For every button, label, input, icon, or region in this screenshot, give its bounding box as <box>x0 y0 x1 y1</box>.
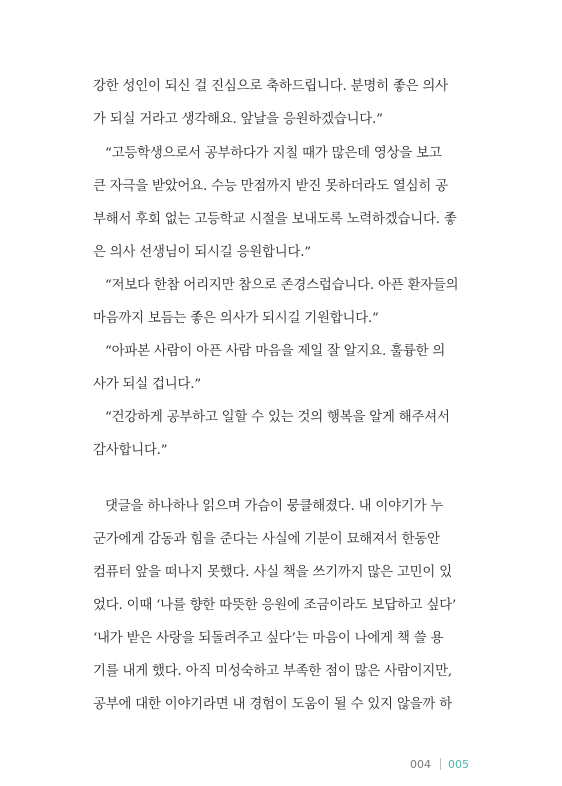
left-page-number: 004 <box>410 758 431 771</box>
page-number-footer <box>400 758 500 774</box>
quote-line: “건강하게 공부하고 일할 수 있는 것의 행복을 알게 해주셔서 <box>105 410 450 425</box>
right-page-number: 005 <box>448 758 469 771</box>
text-line: 마음까지 보듬는 좋은 의사가 되시길 기원합니다.” <box>93 311 379 326</box>
text-line: 큰 자극을 받았어요. 수능 만점까지 받진 못하더라도 열심히 공 <box>93 179 448 194</box>
text-line: 부해서 후회 없는 고등학교 시절을 보내도록 노력하겠습니다. 좋 <box>93 212 457 227</box>
text-line: ‘내가 받은 사랑을 되돌려주고 싶다’는 마음이 나에게 책 쓸 용 <box>93 631 444 646</box>
text-line: 었다. 이때 ‘나를 향한 따뜻한 응원에 조금이라도 보답하고 싶다’ <box>93 598 457 613</box>
paragraph-line: 댓글을 하나하나 읽으며 가슴이 뭉클해졌다. 내 이야기가 누 <box>105 499 444 514</box>
text-line: 기를 내게 했다. 아직 미성숙하고 부족한 점이 많은 사람이지만, <box>93 664 452 679</box>
text-line: 은 의사 선생님이 되시길 응원합니다.” <box>93 245 311 260</box>
text-line: 컴퓨터 앞을 떠나지 못했다. 사실 책을 쓰기까지 많은 고민이 있 <box>93 565 452 580</box>
quote-line: “아파본 사람이 아픈 사람 마음을 제일 잘 알지요. 훌륭한 의 <box>105 344 446 359</box>
text-line: 강한 성인이 되신 걸 진심으로 축하드립니다. 분명히 좋은 의사 <box>93 79 448 94</box>
quote-line: “고등학생으로서 공부하다가 지칠 때가 많은데 영상을 보고 <box>105 146 442 161</box>
text-line: 공부에 대한 이야기라면 내 경험이 도움이 될 수 있지 않을까 하 <box>93 697 452 712</box>
quote-line: “저보다 한참 어리지만 참으로 존경스럽습니다. 아픈 환자들의 <box>105 278 459 293</box>
page-number-divider <box>440 758 441 770</box>
text-line: 감사합니다.” <box>93 443 168 458</box>
text-line: 가 되실 거라고 생각해요. 앞날을 응원하겠습니다.” <box>93 112 383 127</box>
text-line: 군가에게 감동과 힘을 준다는 사실에 기분이 묘해져서 한동안 <box>93 532 440 547</box>
text-line: 사가 되실 겁니다.” <box>93 377 201 392</box>
